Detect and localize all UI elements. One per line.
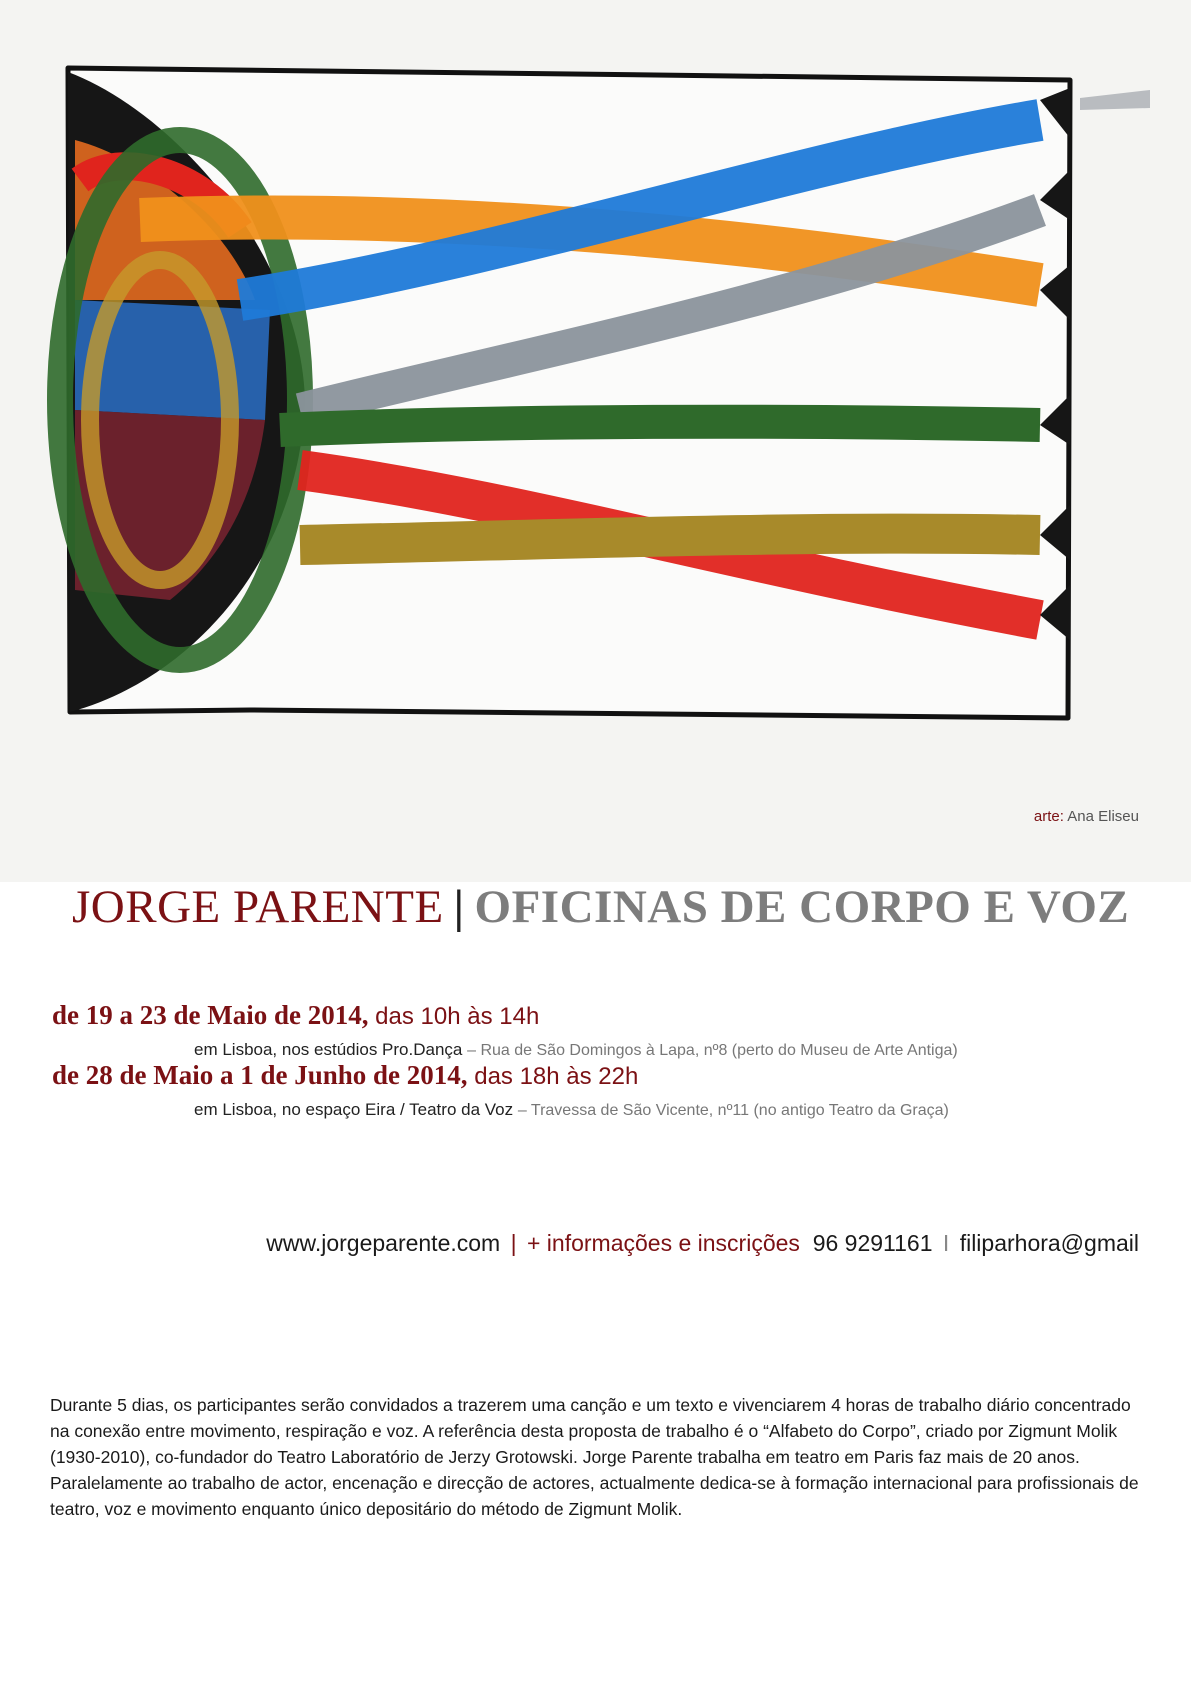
email-link[interactable]: filiparhora@gmail [959,1230,1139,1256]
session-1-hours: das 10h às 14h [375,1003,540,1030]
artwork-credit [1034,808,1139,825]
title-separator: | [453,881,465,933]
title-name: JORGE PARENTE [72,881,444,933]
session-1-location [194,1040,958,1060]
session-1-address: – Rua de São Domingos à Lapa, nº8 (perto do Museu de Arte Antiga) [467,1042,958,1059]
contact-separator: | [510,1230,517,1256]
website-link[interactable]: www.jorgeparente.com [266,1230,501,1256]
session-2-dates [52,1060,638,1091]
contact-line [266,1230,1139,1257]
credit-name: Ana Eliseu [1067,808,1139,825]
session-2-hours: das 18h às 22h [474,1063,639,1090]
page-title [72,880,1172,934]
session-1-dates [52,1000,539,1031]
session-1-place: em Lisboa, nos estúdios Pro.Dança [194,1040,463,1059]
credit-label: arte: [1033,808,1064,825]
session-1-date-range: de 19 a 23 de Maio de 2014, [52,1000,369,1030]
session-2-address: – Travessa de São Vicente, nº11 (no antigo Teatro da Graça) [517,1102,949,1119]
info-label: + informações e inscrições [526,1230,800,1256]
session-2-place: em Lisboa, no espaço Eira / Teatro da Voz [194,1100,514,1119]
phone-number: 96 9291161 [812,1230,933,1256]
title-subtitle: OFICINAS DE CORPO E VOZ [474,881,1130,933]
session-2-location [194,1100,949,1120]
contact-separator-2: I [942,1230,950,1256]
session-2-date-range: de 28 de Maio a 1 de Junho de 2014, [52,1060,468,1090]
description-paragraph: Durante 5 dias, os participantes serão convidados a trazerem uma canção e um texto e vivenciarem 4 horas de trabalho diário concentrado na conexão entre movimento, respiração e voz. A referência desta proposta de trabalho é o “Alfabeto do Corpo”, criado por Zigmunt Molik (1930-2010), co-fundador do Teatro Laboratório de Jerzy Grotowski. Jorge Parente trabalha em teatro em Paris faz mais de 20 anos. Paralelamente ao trabalho de actor, encenação e direcção de actores, actualmente dedica-se à formação internacional para profissionais de teatro, voz e movimento enquanto único depositário do método de Zigmunt Molik. [50,1394,1139,1519]
